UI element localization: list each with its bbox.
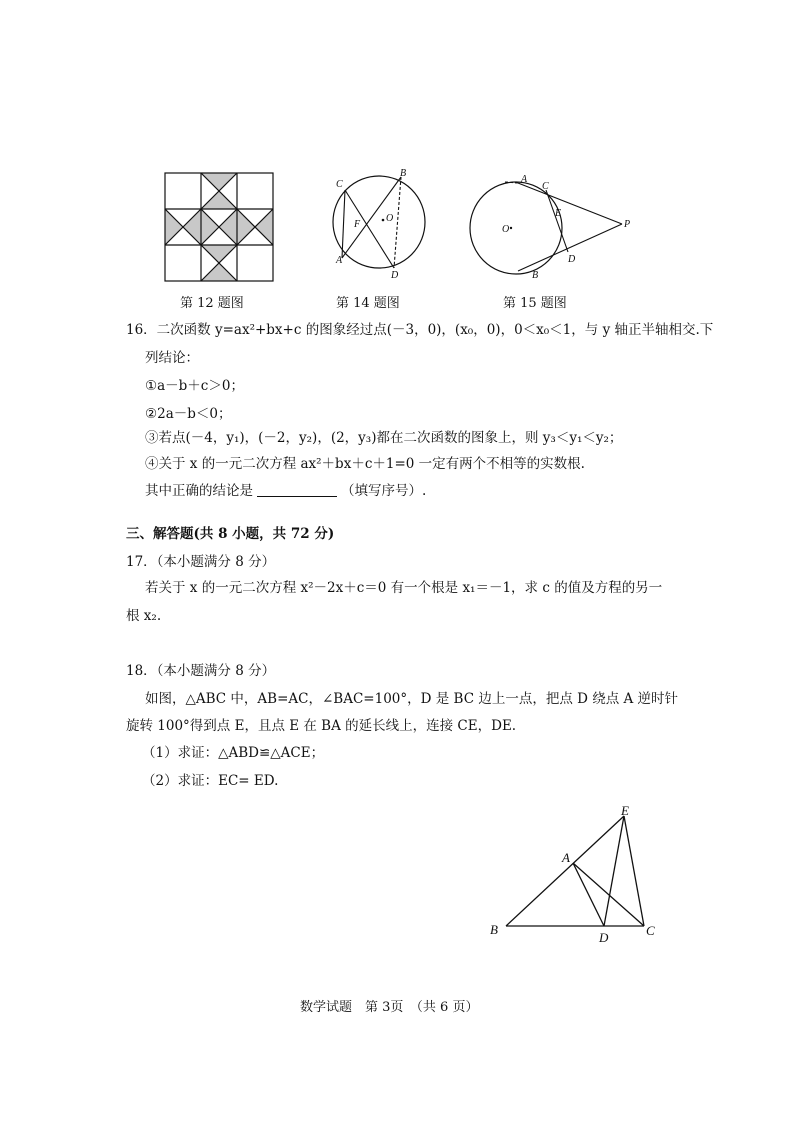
q16-stem-line2: 列结论： — [145, 350, 199, 366]
fig15-label-p: P — [624, 219, 631, 230]
figure-12-grid — [165, 173, 275, 281]
fig18-label-a: A — [562, 850, 570, 865]
fig14-label-o: O — [386, 213, 394, 224]
fig18-label-c: C — [646, 923, 655, 938]
q17-text-line1: 若关于 x 的一元二次方程 x²－2x＋c＝0 有一个根是 x₁＝－1，求 c 的值及方程的另一 — [145, 580, 663, 596]
q18-part-1: （1）求证：△ABD≌△ACE； — [142, 745, 325, 761]
q18-heading: 18．（本小题满分 8 分） — [126, 663, 276, 679]
fig18-label-e: E — [621, 803, 629, 818]
q16-option-1: ①a－b＋c＞0； — [145, 378, 244, 394]
q17-heading: 17．（本小题满分 8 分） — [126, 554, 276, 570]
q18-text-line2: 旋转 100°得到点 E，且点 E 在 BA 的延长线上，连接 CE，DE. — [126, 718, 517, 734]
fig15-label-a: A — [521, 174, 528, 185]
figure-15-tangents — [460, 170, 640, 285]
fig14-label-b: B — [400, 168, 407, 179]
fig14-label-a: A — [336, 255, 343, 266]
fig15-label-o: O — [502, 224, 510, 235]
q16-stem-line1: 16．二次函数 y=ax²+bx+c 的图象经过点(－3，0)，(x₀，0)，0＜x₀＜1，与 y 轴正半轴相交.下 — [126, 322, 714, 338]
fig15-label-d: D — [568, 254, 576, 265]
fig18-label-d: D — [599, 930, 609, 945]
q16-option-3: ③若点(－4，y₁)，(－2，y₂)，(2，y₃)都在二次函数的图象上，则 y₃＜y₁＜y₂； — [145, 430, 623, 446]
figure-18-triangle — [480, 800, 670, 950]
figure-12-caption: 第 12 题图 — [180, 296, 244, 311]
figure-14-caption: 第 14 题图 — [336, 296, 400, 311]
fig15-label-c: C — [542, 181, 549, 192]
fig15-label-b: B — [532, 270, 539, 281]
fig15-label-e: E — [555, 208, 562, 219]
q16-answer-suffix: （填写序号）. — [341, 483, 427, 499]
q16-answer-blank — [257, 482, 337, 497]
q16-option-4: ④关于 x 的一元二次方程 ax²＋bx＋c＋1=0 一定有两个不相等的实数根. — [145, 456, 585, 472]
fig14-label-f: F — [354, 219, 361, 230]
q17-text-line2: 根 x₂. — [126, 608, 162, 624]
fig14-label-d: D — [391, 270, 399, 281]
page-footer: 数学试题 第 3页 （共 6 页） — [300, 1000, 479, 1015]
q18-text-line1: 如图，△ABC 中，AB=AC，∠BAC=100°，D 是 BC 边上一点，把点 D 绕点 A 逆时针 — [145, 691, 679, 707]
fig18-label-b: B — [490, 922, 498, 937]
q16-answer-line — [145, 481, 426, 501]
figure-15-caption: 第 15 题图 — [503, 296, 567, 311]
section-3-heading: 三、解答题(共 8 小题，共 72 分) — [126, 526, 335, 542]
q18-part-2: （2）求证：EC= ED. — [142, 773, 279, 789]
q16-answer-prefix: 其中正确的结论是 — [145, 483, 253, 499]
fig14-label-c: C — [336, 179, 343, 190]
q16-option-2: ②2a－b＜0； — [145, 406, 232, 422]
figure-14-circle — [325, 165, 435, 285]
